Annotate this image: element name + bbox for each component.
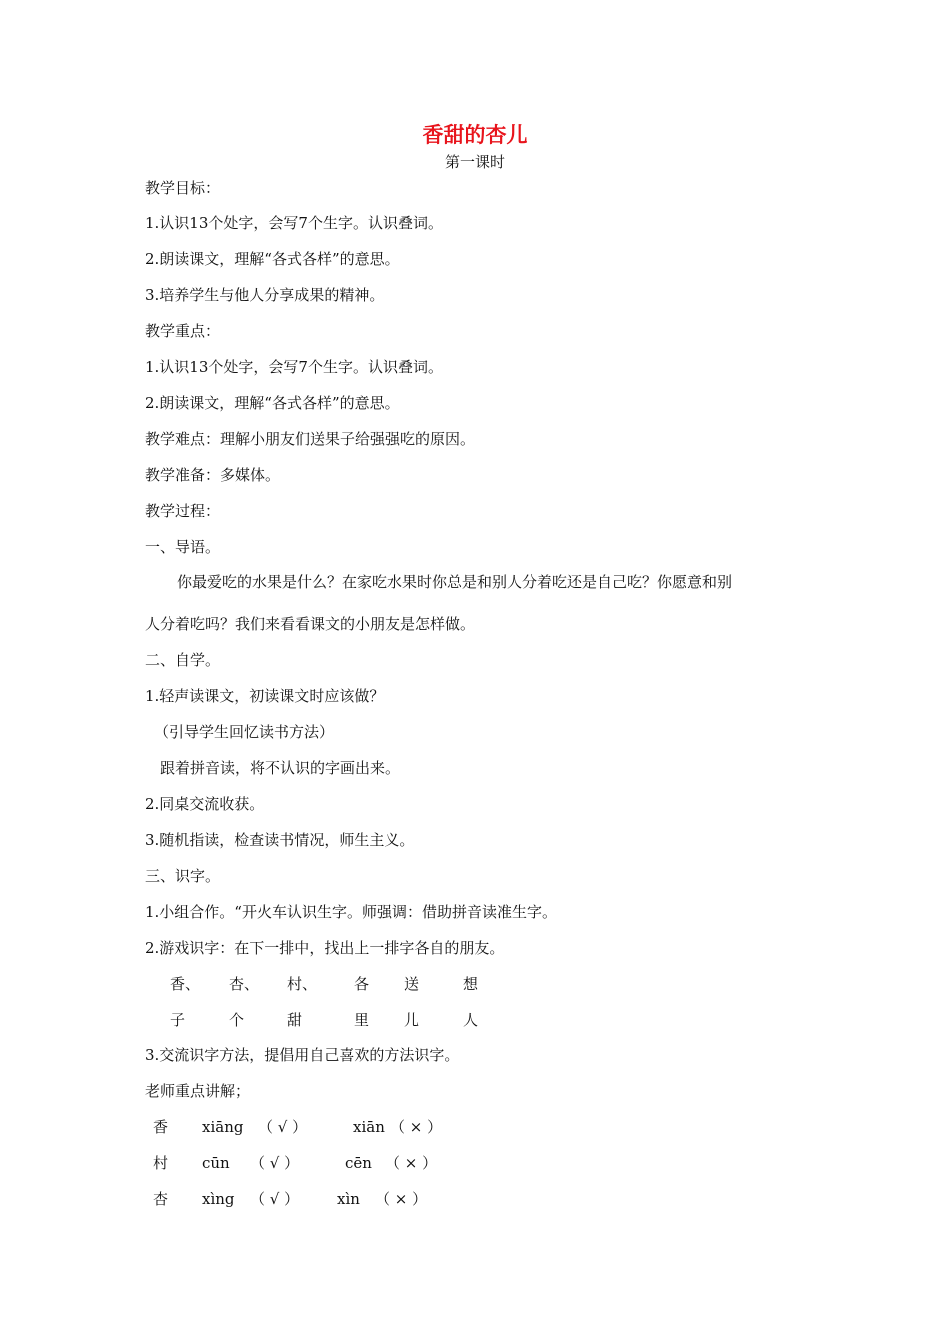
section3-item: 2.游戏识字：在下一排中，找出上一排字各自的朋友。 — [145, 939, 505, 957]
section1-paragraph-line1: 你最爱吃的水果是什么？在家吃水果时你总是和别人分着吃还是自己吃？你愿意和别 — [177, 573, 733, 591]
pinyin-wrong: xìn — [337, 1190, 360, 1208]
pinyin-correct: cūn — [202, 1154, 230, 1172]
preparation-line: 教学准备：多媒体。 — [145, 466, 281, 484]
key-point-item: 2.朗读课文，理解“各式各样”的意思。 — [145, 394, 400, 412]
pinyin-mark-bad: （ × ） — [385, 1154, 438, 1172]
char-top: 杏、 — [229, 975, 260, 993]
section2-note: （引导学生回忆读书方法） — [154, 723, 335, 741]
char-top: 香、 — [170, 975, 201, 993]
section2-heading: 二、自学。 — [145, 651, 221, 669]
char-top: 村、 — [287, 975, 318, 993]
process-heading: 教学过程： — [145, 502, 221, 520]
char-bottom: 子 — [170, 1011, 186, 1029]
char-top: 想 — [463, 975, 479, 993]
pinyin-correct: xìng — [202, 1190, 235, 1208]
document-title: 香甜的杏儿 — [422, 122, 528, 147]
section3-item: 3.交流识字方法，提倡用自己喜欢的方法识字。 — [145, 1046, 460, 1064]
pinyin-wrong: cēn — [345, 1154, 372, 1172]
char-bottom: 人 — [463, 1011, 479, 1029]
goal-item: 3.培养学生与他人分享成果的精神。 — [145, 286, 385, 304]
pinyin-wrong: xiān — [353, 1118, 385, 1136]
goal-item: 1.认识13个处字，会写7个生字。认识叠词。 — [145, 214, 443, 232]
pinyin-mark-ok: （ √ ） — [250, 1190, 300, 1208]
pinyin-mark-bad: （ × ） — [375, 1190, 428, 1208]
pinyin-mark-ok: （ √ ） — [258, 1118, 308, 1136]
key-point-item: 1.认识13个处字，会写7个生字。认识叠词。 — [145, 358, 443, 376]
pinyin-char: 香 — [153, 1118, 169, 1136]
pinyin-mark-ok: （ √ ） — [250, 1154, 300, 1172]
goal-item: 2.朗读课文，理解“各式各样”的意思。 — [145, 250, 400, 268]
section3-item: 1.小组合作。“开火车认识生字。师强调：借助拼音读准生字。 — [145, 903, 557, 921]
char-bottom: 里 — [354, 1011, 370, 1029]
char-bottom: 儿 — [404, 1011, 420, 1029]
section2-item: 2.同桌交流收获。 — [145, 795, 265, 813]
char-top: 送 — [404, 975, 420, 993]
pinyin-mark-bad: （ × ） — [390, 1118, 443, 1136]
goals-heading: 教学目标： — [145, 179, 221, 197]
key-points-heading: 教学重点： — [145, 322, 221, 340]
section1-heading: 一、导语。 — [145, 538, 221, 556]
section3-heading: 三、识字。 — [145, 867, 221, 885]
char-top: 各 — [354, 975, 370, 993]
pinyin-correct: xiāng — [202, 1118, 244, 1136]
section1-paragraph-line2: 人分着吃吗？我们来看看课文的小朋友是怎样做。 — [145, 615, 476, 633]
document-subtitle: 第一课时 — [444, 153, 505, 171]
teacher-note: 老师重点讲解； — [145, 1082, 251, 1100]
char-bottom: 个 — [229, 1011, 245, 1029]
section2-item: 3.随机指读，检查读书情况，师生主义。 — [145, 831, 415, 849]
difficulty-line: 教学难点：理解小朋友们送果子给强强吃的原因。 — [145, 430, 476, 448]
section2-item: 1.轻声读课文，初读课文时应该做？ — [145, 687, 385, 705]
char-bottom: 甜 — [287, 1011, 303, 1029]
pinyin-char: 村 — [153, 1154, 169, 1172]
pinyin-char: 杏 — [153, 1190, 169, 1208]
section2-detail: 跟着拼音读，将不认识的字画出来。 — [160, 759, 401, 777]
